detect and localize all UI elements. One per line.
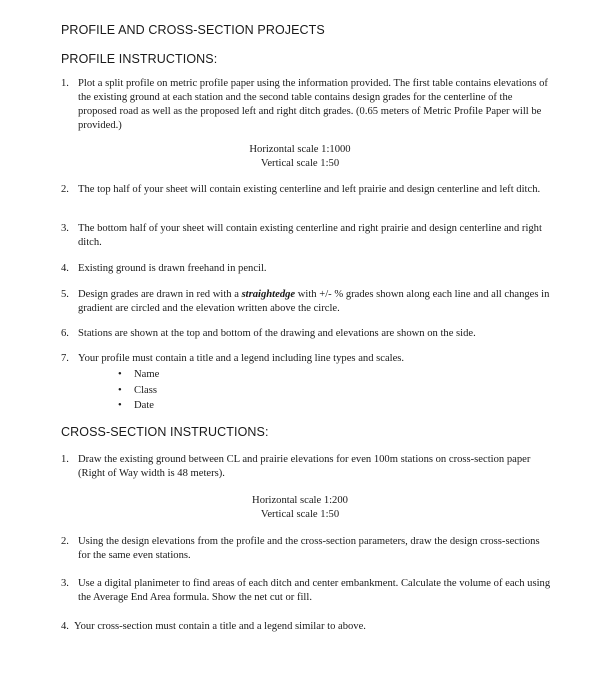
bullet-icon: •	[118, 400, 122, 411]
profile-item-4	[61, 262, 551, 276]
item-text: Draw the existing ground between CL and prairie elevations for even 100m stations on cross-section paper (Right of Way width is 48 meters).	[78, 454, 531, 479]
profile-horizontal-scale: Horizontal scale 1:1000	[249, 144, 351, 155]
item-text: Your cross-section must contain a title and a legend similar to above.	[74, 621, 366, 632]
item-text-start: Design grades are drawn in red with a	[78, 289, 242, 300]
profile-item-2	[61, 183, 551, 197]
cross-section-item-2	[61, 535, 551, 563]
item-number: 1.	[61, 78, 69, 89]
item-number: 2.	[61, 184, 69, 195]
cross-section-item-1	[61, 453, 551, 481]
item-number: 6.	[61, 328, 69, 339]
item-text: Using the design elevations from the profile and the cross-section parameters, draw the design cross-sections for the same even stations.	[78, 536, 540, 561]
item-number: 3.	[61, 578, 69, 589]
item-text: Existing ground is drawn freehand in pencil.	[78, 263, 267, 274]
cross-section-item-4	[61, 620, 551, 634]
item-text: Use a digital planimeter to find areas of each ditch and center embankment. Calculate the volume of each using the Average End Area formula. Show the net cut or fill.	[78, 578, 551, 603]
item-number: 2.	[61, 536, 69, 547]
cross-section-horizontal-scale: Horizontal scale 1:200	[252, 495, 348, 506]
profile-item-5	[61, 288, 551, 316]
document-title: PROFILE AND CROSS-SECTION PROJECTS	[61, 23, 325, 37]
item-number: 4.	[61, 263, 69, 274]
profile-heading: PROFILE INSTRUCTIONS:	[61, 52, 218, 66]
profile-item-6	[61, 327, 551, 341]
cross-section-heading: CROSS-SECTION INSTRUCTIONS:	[61, 425, 269, 439]
legend-bullet-list	[118, 367, 159, 414]
bullet-icon: •	[118, 369, 122, 380]
profile-vertical-scale: Vertical scale 1:50	[260, 158, 340, 169]
item-text: Stations are shown at the top and bottom of the drawing and elevations are shown on the side.	[78, 328, 476, 339]
cross-section-item-3	[61, 577, 551, 605]
cross-section-vertical-scale: Vertical scale 1:50	[260, 509, 340, 520]
item-number: 4.	[61, 621, 69, 632]
item-text: The bottom half of your sheet will contain existing centerline and right prairie and design centerline and right ditch.	[78, 223, 542, 248]
item-number: 5.	[61, 289, 69, 300]
bullet-item: • Name	[118, 367, 159, 383]
item-number: 3.	[61, 223, 69, 234]
emphasized-word: straightedge	[241, 289, 296, 300]
bullet-icon: •	[118, 384, 122, 396]
item-text	[78, 288, 551, 316]
profile-item-1	[61, 77, 551, 133]
item-number: 7.	[61, 353, 69, 364]
item-text: The top half of your sheet will contain existing centerline and left prairie and design centerline and left ditch.	[78, 184, 541, 195]
bullet-item: • Date	[118, 398, 159, 414]
item-text: Your profile must contain a title and a legend including line types and scales.	[78, 353, 405, 364]
item-number: 1.	[61, 454, 69, 465]
item-text-end: with +/- % grades shown along each line and all changes in gradient are circled and the elevation written above the circle.	[78, 289, 550, 314]
bullet-item: • Class	[118, 383, 159, 399]
profile-item-7	[61, 352, 551, 366]
item-text: Plot a split profile on metric profile paper using the information provided. The first table contains elevations of the existing ground at each station and the second table contains design grades for the centerline of the proposed road as well as the proposed left and right ditch grades. (0.65 meters of Metric Profile Paper will be provided.)	[78, 78, 548, 131]
profile-item-3	[61, 222, 551, 250]
